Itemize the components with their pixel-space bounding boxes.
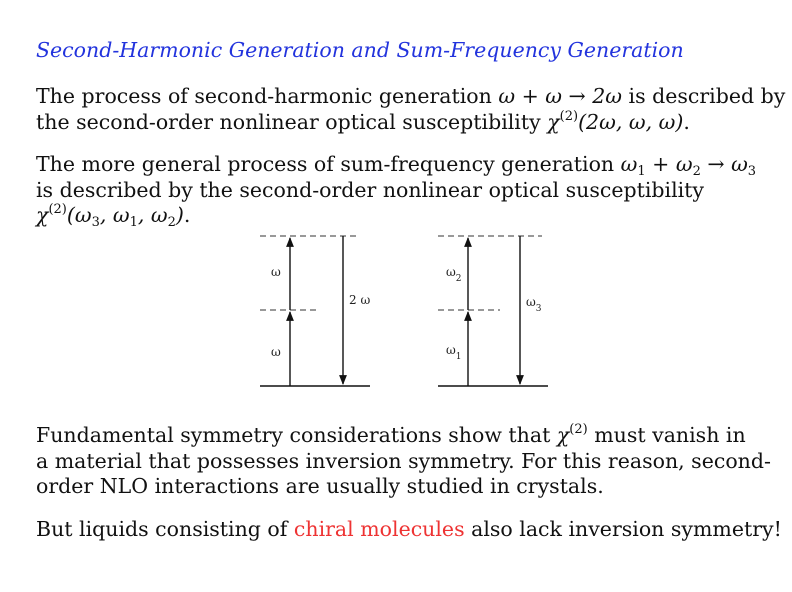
text: The process of second-harmonic generation xyxy=(36,84,499,108)
math-chi-args: (2ω, ω, ω) xyxy=(578,109,684,134)
paragraph-shg-line-2 xyxy=(36,110,760,136)
label-omega1: $\omega_1$ xyxy=(446,343,462,362)
math-subscript: 1 xyxy=(637,164,646,179)
math-args: ) xyxy=(175,203,184,227)
text: But liquids consisting of xyxy=(36,517,294,541)
math-omega: + ω xyxy=(645,152,693,176)
math-superscript: (2) xyxy=(569,422,588,437)
paragraph-sfg-line-3 xyxy=(36,203,760,229)
paragraph-shg xyxy=(36,84,786,135)
paragraph-symmetry-line-3 xyxy=(36,474,760,500)
shg-diagram xyxy=(260,236,370,386)
math-chi: χ xyxy=(36,203,49,227)
paragraph-sfg-line-2 xyxy=(36,178,760,204)
text: must vanish in xyxy=(587,423,746,447)
math-omega: ω xyxy=(620,152,638,176)
math-subscript: 2 xyxy=(692,164,701,179)
math-args: , ω xyxy=(99,203,130,227)
math-omega: → ω xyxy=(700,152,748,176)
energy-level-diagram xyxy=(250,226,550,396)
label-2omega: 2 ω xyxy=(349,293,371,307)
text: order NLO interactions are usually studied in crystals. xyxy=(36,474,604,498)
math-chi: χ xyxy=(547,109,560,134)
paragraph-sfg-line-1 xyxy=(36,152,760,178)
math-args: (ω xyxy=(66,203,92,227)
text: is described by the second-order nonlinear optical susceptibility xyxy=(36,177,705,202)
label-omega3: $\omega_3$ xyxy=(526,295,542,314)
paragraph-shg-line-1 xyxy=(36,84,786,110)
label-omega2: $\omega_2$ xyxy=(446,265,462,284)
math-shg-process: ω + ω → 2ω xyxy=(498,84,622,108)
math-args: , ω xyxy=(137,203,168,227)
text: is described by xyxy=(622,84,786,108)
text: a material that possesses inversion symmetry. For this reason, second- xyxy=(36,448,771,473)
text: the second-order nonlinear optical susceptibility xyxy=(36,109,548,134)
math-subscript: 2 xyxy=(167,215,176,230)
text: . xyxy=(683,109,690,134)
paragraph-symmetry-line-2 xyxy=(36,448,771,475)
math-subscript: 3 xyxy=(91,215,100,230)
sfg-diagram xyxy=(438,236,548,386)
paragraph-symmetry xyxy=(36,422,771,500)
math-subscript: 1 xyxy=(129,215,138,230)
paragraph-symmetry-line-1 xyxy=(36,423,760,449)
math-chi: χ xyxy=(556,423,570,447)
label-omega-upper: ω xyxy=(271,265,281,279)
text: . xyxy=(183,203,191,227)
math-superscript: (2) xyxy=(48,202,67,217)
math-subscript: 3 xyxy=(747,164,757,179)
text: also lack inversion symmetry! xyxy=(464,517,782,541)
math-superscript: (2) xyxy=(559,108,579,124)
slide-title: Second-Harmonic Generation and Sum-Frequency Generation xyxy=(36,38,684,62)
text: Fundamental symmetry considerations show that xyxy=(36,423,557,447)
label-omega-lower: ω xyxy=(271,345,281,359)
paragraph-chiral xyxy=(36,517,782,543)
paragraph-sfg xyxy=(36,152,760,229)
text: The more general process of sum-frequency generation xyxy=(36,152,621,176)
chiral-molecules-highlight: chiral molecules xyxy=(293,517,465,541)
